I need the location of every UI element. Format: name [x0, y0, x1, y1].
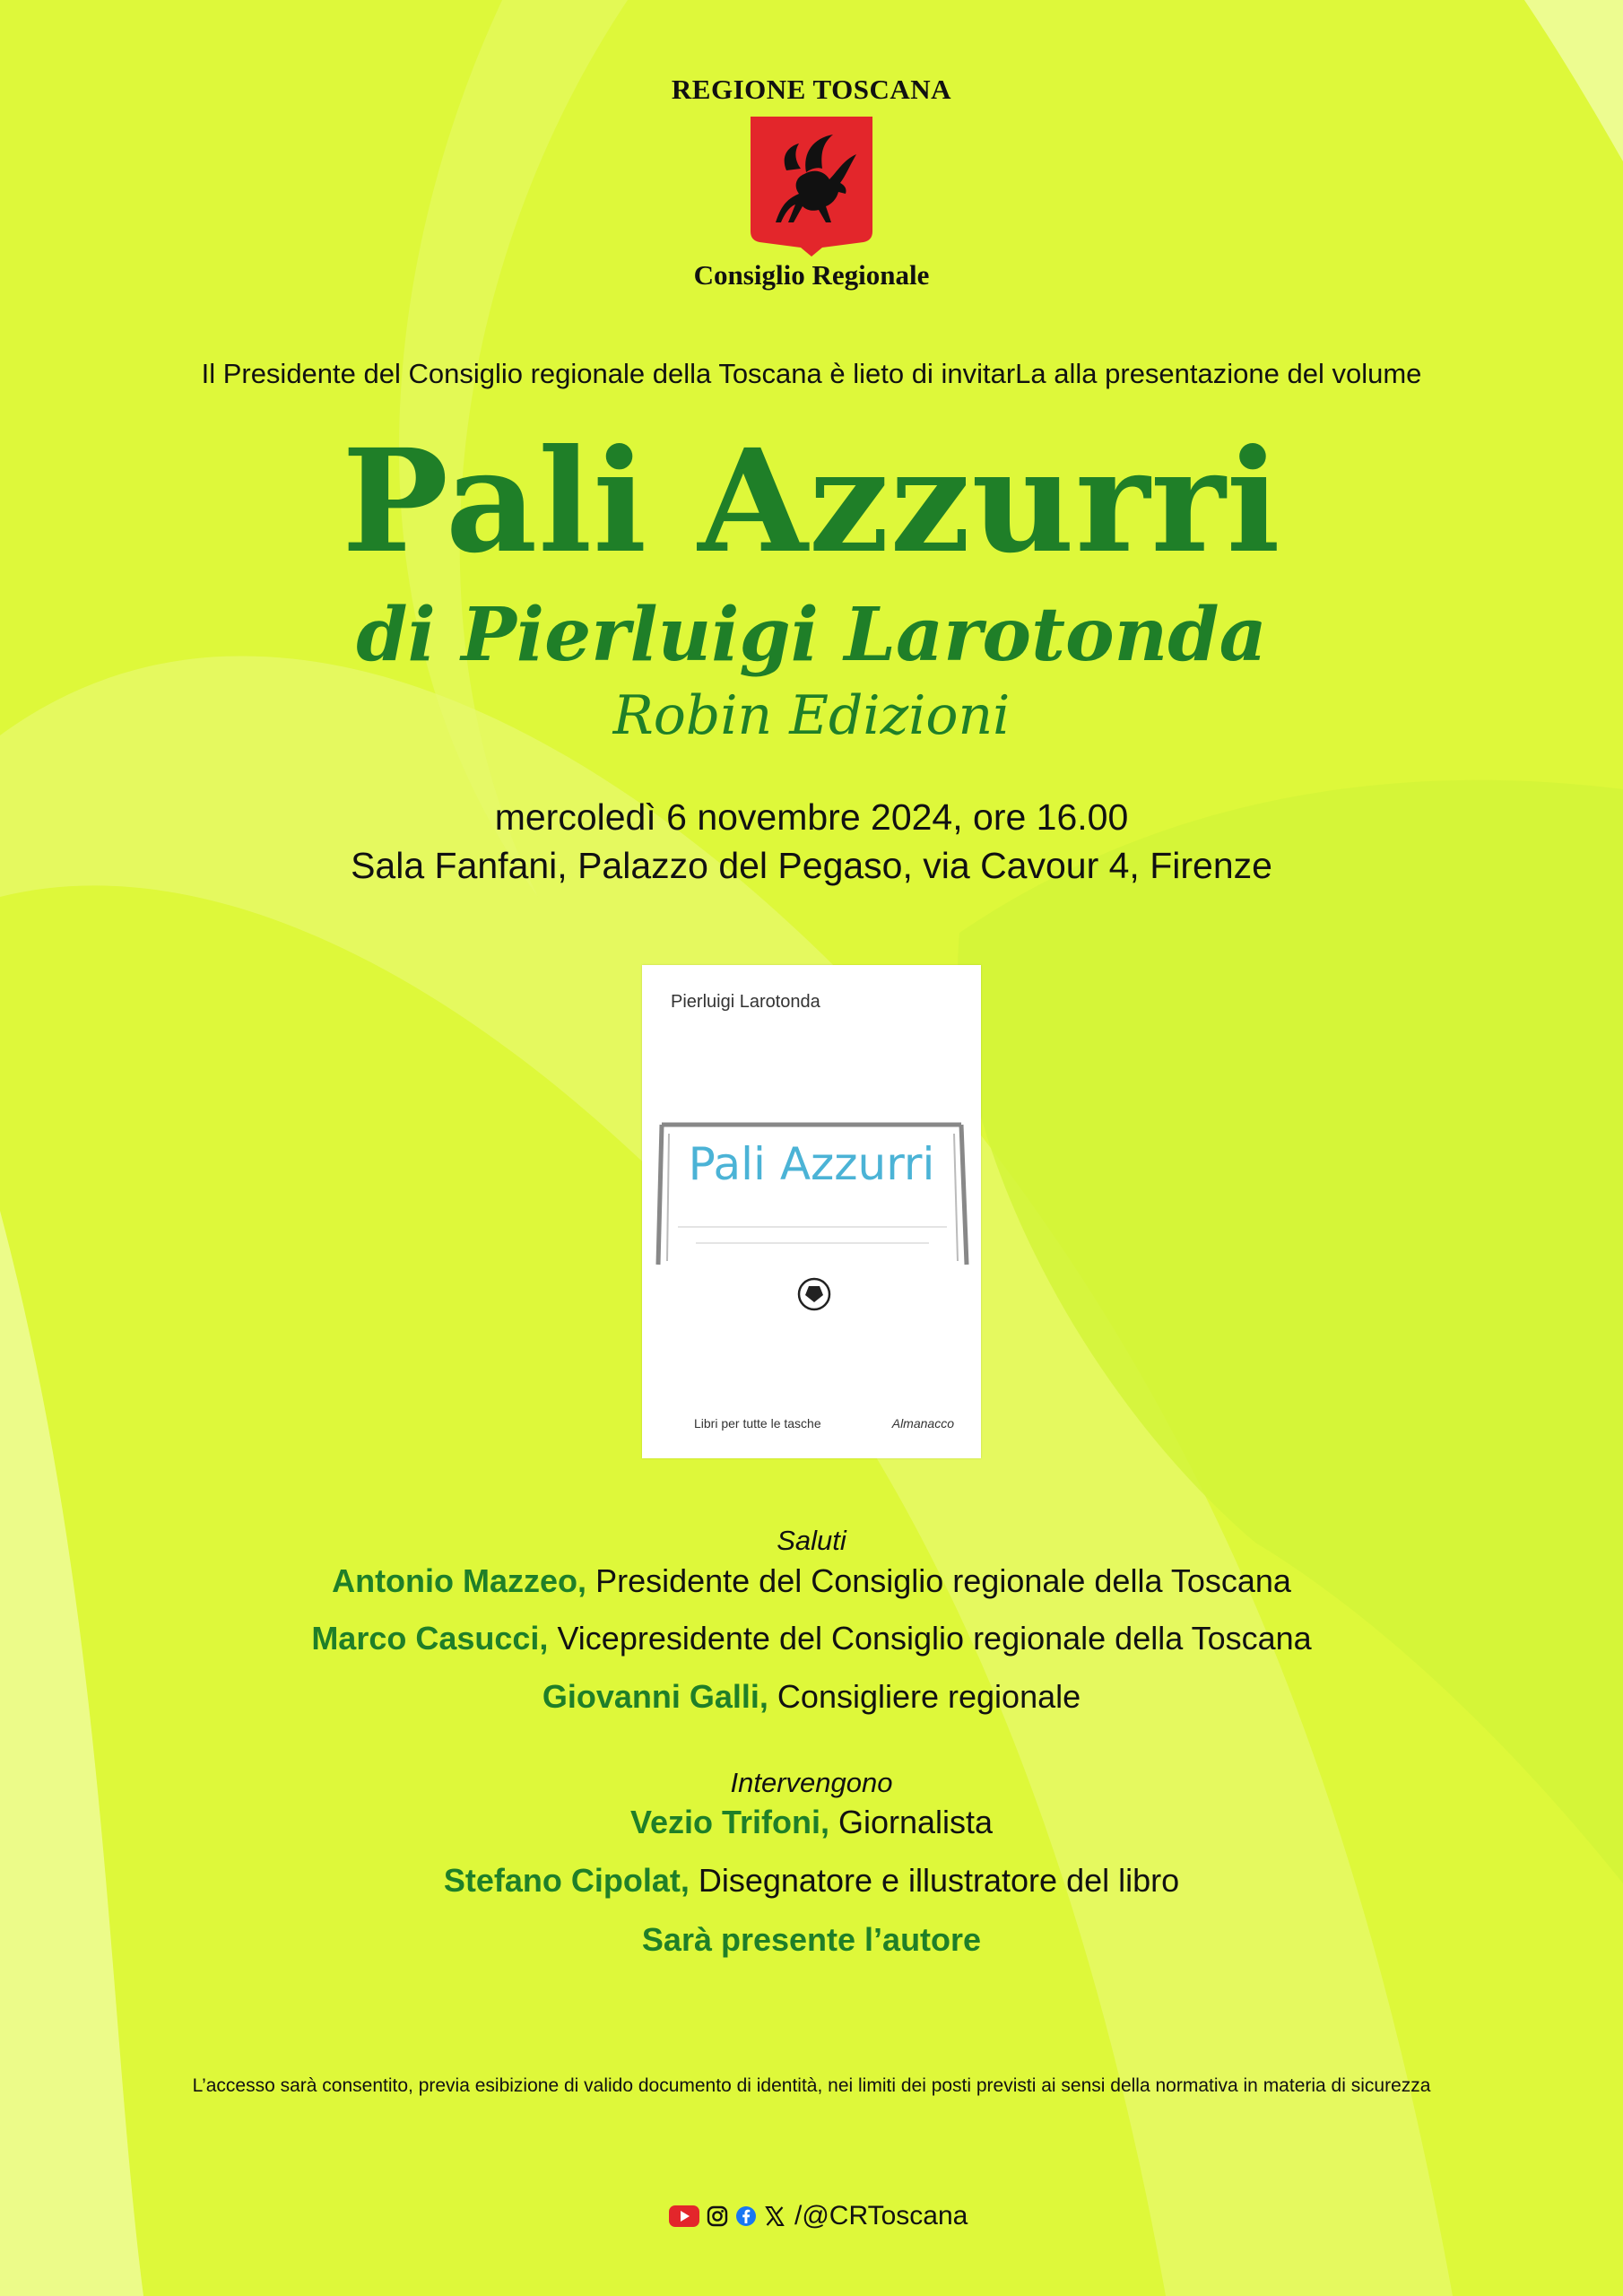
speaker-line [0, 1562, 1623, 1600]
speaker-name: Marco Casucci, [311, 1620, 549, 1657]
cover-series: Libri per tutte le tasche [694, 1416, 821, 1431]
speaker-name: Antonio Mazzeo, [332, 1562, 587, 1599]
speaker-name: Vezio Trifoni, [629, 1804, 829, 1840]
invitation-text: Il Presidente del Consiglio regionale della Toscana è lieto di invitarLa alla presentazione del volume [201, 358, 1422, 389]
speaker-line [0, 1862, 1623, 1900]
book-publisher: Robin Edizioni [612, 684, 1011, 747]
speaker-role: Vicepresidente del Consiglio regionale della Toscana [548, 1620, 1312, 1657]
x-icon[interactable] [764, 2205, 785, 2227]
speaker-line [0, 1620, 1623, 1657]
speeches-label: Intervengono [730, 1767, 893, 1798]
event-date-time: mercoledì 6 novembre 2024, ore 16.00 [494, 796, 1129, 838]
speaker-role: Presidente del Consiglio regionale della Toscana [586, 1562, 1291, 1599]
book-title: Pali Azzurri [342, 419, 1281, 585]
book-cover [642, 965, 981, 1458]
greetings-label: Saluti [777, 1525, 846, 1556]
access-notice: L’accesso sarà consentito, previa esibizione di valido documento di identità, nei limiti dei posti previsti ai sensi della normativa in materia di sicurezza [192, 2075, 1431, 2096]
pegasus-crest-icon [751, 117, 872, 257]
author-present-note: Sarà presente l’autore [641, 1921, 982, 1958]
cover-author: Pierluigi Larotonda [671, 992, 820, 1012]
organization-name: REGIONE TOSCANA [671, 74, 952, 105]
instagram-icon[interactable] [707, 2205, 728, 2227]
cover-title: Pali Azzurri [688, 1138, 935, 1190]
speaker-line [0, 1804, 1623, 1841]
speaker-role: Consigliere regionale [768, 1678, 1081, 1715]
speaker-line [0, 1678, 1623, 1716]
speaker-role: Disegnatore e illustratore del libro [689, 1862, 1180, 1899]
speaker-name: Stefano Cipolat, [443, 1862, 690, 1899]
social-links [669, 2198, 968, 2234]
youtube-icon[interactable] [669, 2205, 699, 2227]
facebook-icon[interactable] [735, 2205, 757, 2227]
cover-collection: Almanacco [891, 1416, 954, 1431]
event-location: Sala Fanfani, Palazzo del Pegaso, via Cavour 4, Firenze [351, 845, 1272, 886]
council-name: Consiglio Regionale [693, 259, 930, 291]
goal-illustration [642, 965, 981, 1458]
soccer-ball-icon [799, 1279, 829, 1309]
book-author: di Pierluigi Larotonda [356, 592, 1267, 678]
social-handle[interactable]: /@CRToscana [794, 2201, 968, 2231]
speaker-name: Giovanni Galli, [542, 1678, 768, 1715]
speaker-role: Giornalista [829, 1804, 994, 1840]
